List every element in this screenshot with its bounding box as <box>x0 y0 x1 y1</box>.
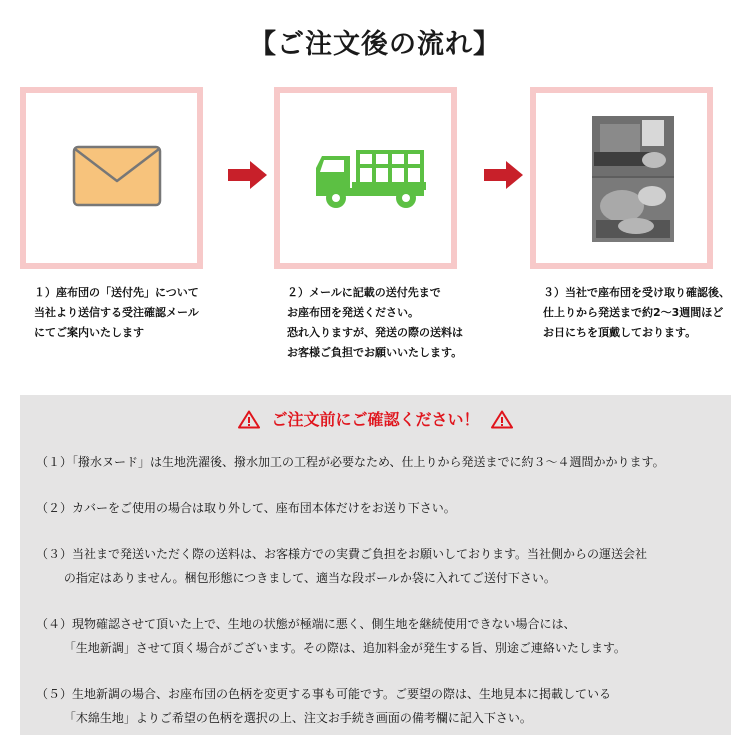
step-3-text <box>543 283 730 343</box>
envelope-icon <box>72 145 162 207</box>
step-2-line: ２）メールに記載の送付先まで <box>287 286 441 299</box>
step-2-text <box>287 283 463 363</box>
notice-item-1: （１）「撥水ヌード」は生地洗濯後、撥水加工の工程が必要なため、仕上りから発送までに約３〜４週間かかります。 <box>36 455 665 469</box>
step-1-box <box>20 87 203 269</box>
warning-icon <box>238 410 260 429</box>
arrow-right-icon <box>228 160 268 190</box>
page-title: 【ご注文後の流れ】 <box>249 29 501 60</box>
notice-item-4-cont: 「生地新調」させて頂く場合がございます。その際は、追加料金が発生する旨、別途ご連絡いたします。 <box>36 641 626 655</box>
step-1-text <box>34 283 199 343</box>
step-3-box <box>530 87 713 269</box>
notice-panel <box>20 395 731 735</box>
workshop-photo <box>592 116 674 242</box>
notice-heading-text: ご注文前にご確認ください！ <box>271 410 480 429</box>
notice-item-2: （２）カバーをご使用の場合は取り外して、座布団本体だけをお送り下さい。 <box>36 501 456 515</box>
notice-item-4: （４）現物確認させて頂いた上で、生地の状態が極端に悪く、側生地を継続使用できない場合には、 <box>36 617 576 631</box>
notice-item-3: （３）当社まで発送いただく際の送料は、お客様方での実費ご負担をお願いしております。当社側からの運送会社 <box>36 547 648 561</box>
step-2-box <box>274 87 457 269</box>
step-1-line: にてご案内いたします <box>34 326 144 339</box>
step-3-line: ３）当社で座布団を受け取り確認後、 <box>543 286 730 299</box>
step-1-line: １）座布団の「送付先」について <box>34 286 199 299</box>
step-3-line: お日にちを頂戴しております。 <box>543 326 697 339</box>
notice-heading <box>20 407 731 430</box>
arrow-right-icon <box>484 160 524 190</box>
notice-item-5: （５）生地新調の場合、お座布団の色柄を変更する事も可能です。ご要望の際は、生地見本に掲載している <box>36 687 612 701</box>
step-2-line: 恐れ入りますが、発送の際の送料は <box>287 326 463 339</box>
warning-icon <box>491 410 513 429</box>
step-2-line: お客様ご負担でお願いいたします。 <box>287 346 463 359</box>
step-2-line: お座布団を発送ください。 <box>287 306 419 319</box>
step-3-line: 仕上りから発送まで約2〜3週間ほど <box>543 306 724 319</box>
notice-item-3-cont: の指定はありません。梱包形態につきまして、適当な段ボールか袋に入れてご送付下さい。 <box>36 571 556 585</box>
notice-item-5-cont: 「木綿生地」よりご希望の色柄を選択の上、注文お手続き画面の備考欄に記入下さい。 <box>36 711 532 725</box>
step-1-line: 当社より送信する受注確認メール <box>34 306 199 319</box>
truck-icon <box>314 148 426 210</box>
